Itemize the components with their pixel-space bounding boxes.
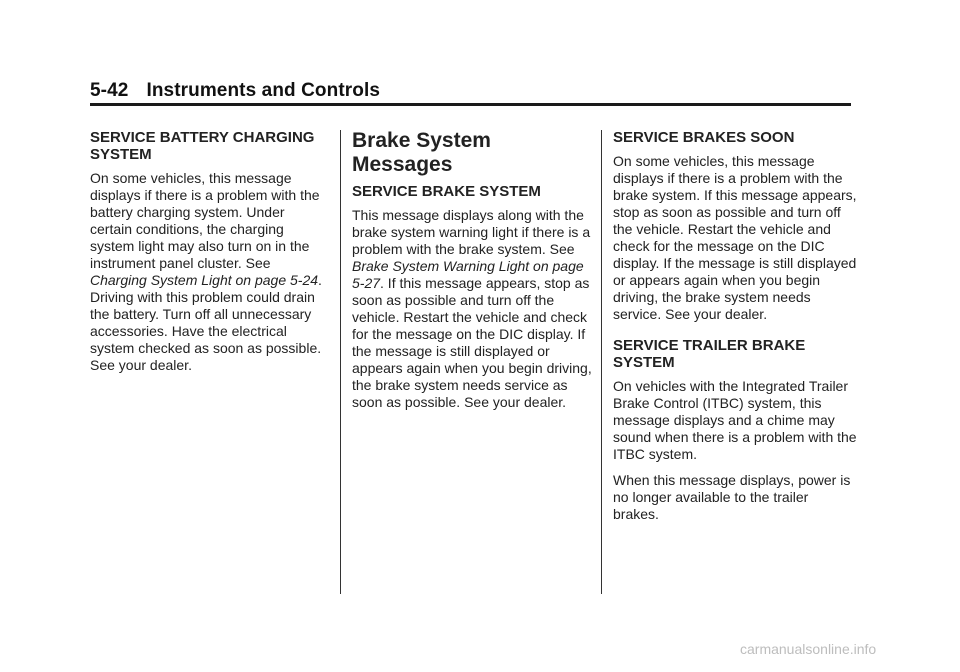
paragraph-itbc: On vehicles with the Integrated Trailer Brake Control (ITBC) system, this message displays and a chime may sound when there is a problem with the ITBC system. <box>613 378 857 462</box>
paragraph-brake-system <box>352 207 592 411</box>
heading-service-brakes-soon: SERVICE BRAKES SOON <box>613 129 795 146</box>
page-header <box>90 80 850 102</box>
text-run: . Driving with this problem could drain the battery. Turn off all unnecessary accessories. Have the electrical system checked as soon as possible. See your dealer. <box>90 272 322 373</box>
heading-service-brake-system: SERVICE BRAKE SYSTEM <box>352 183 541 200</box>
column-1 <box>90 129 330 383</box>
section-title: Instruments and Controls <box>146 80 381 101</box>
paragraph-battery <box>90 170 330 374</box>
section-heading-brake-messages: Brake System Messages <box>352 129 491 176</box>
text-run: On some vehicles, this message displays if there is a problem with the battery charging system. Under certain conditions, the charging system light may also turn on in the instrument panel cluster. See <box>90 170 320 271</box>
column-2 <box>352 129 592 420</box>
paragraph-trailer-power: When this message displays, power is no longer available to the trailer brakes. <box>613 472 851 522</box>
watermark: carmanualsonline.info <box>740 641 877 657</box>
page-number: 5-42 <box>90 80 129 101</box>
column-divider-2 <box>601 130 602 594</box>
paragraph-brakes-soon: On some vehicles, this message displays if there is a problem with the brake system. If this message appears, stop as soon as possible and turn off the vehicle. Restart the vehicle and check for the message on the DIC display. If the message is still displayed or appears again when you begin driving, the brake system needs service. See your dealer. <box>613 153 857 322</box>
text-run: . If this message appears, stop as soon as possible and turn off the vehicle. Restart the vehicle and check for the message on the DIC display. If the message is still displayed or appears again when you begin driving, the brake system needs service as soon as possible. See your dealer. <box>352 275 592 410</box>
heading-service-trailer-brake: SERVICE TRAILER BRAKE SYSTEM <box>613 337 806 371</box>
cross-reference-link[interactable]: Charging System Light on page 5-24 <box>90 272 319 288</box>
header-rule <box>90 103 851 106</box>
column-3 <box>613 129 857 532</box>
cross-reference-link[interactable]: Brake System Warning Light on page 5-27 <box>352 258 584 291</box>
heading-service-battery: SERVICE BATTERY CHARGING SYSTEM <box>90 129 315 163</box>
text-run: This message displays along with the brake system warning light if there is a problem with the brake system. See <box>352 207 591 257</box>
column-divider-1 <box>340 130 341 594</box>
